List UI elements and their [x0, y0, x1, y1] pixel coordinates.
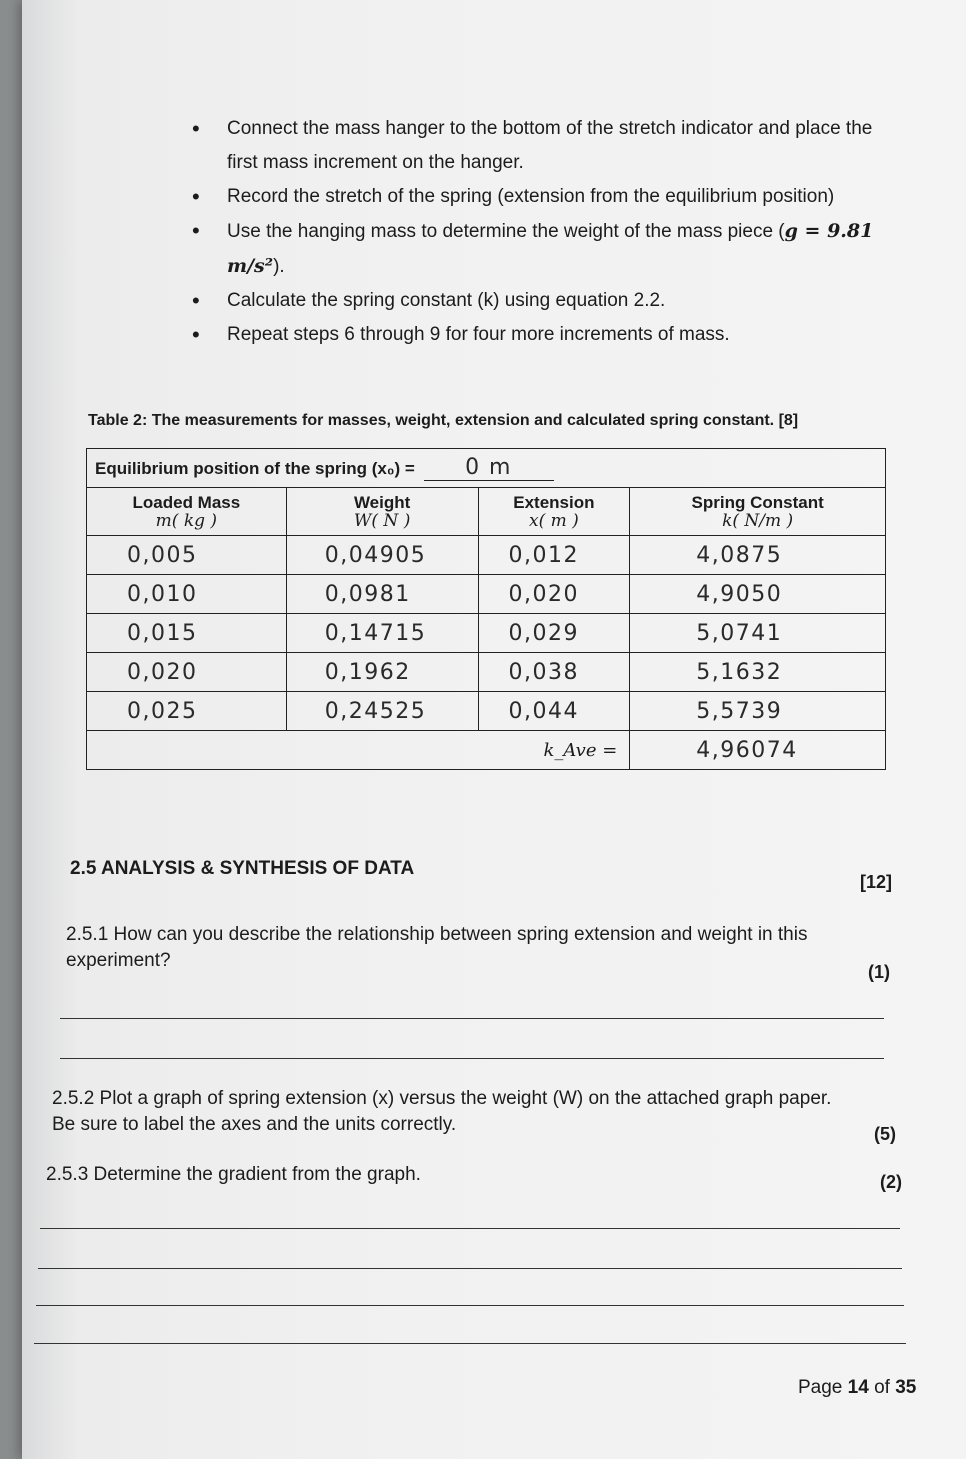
table-row: [87, 692, 886, 731]
question-2-5-2: 2.5.2 Plot a graph of spring extension (x) versus the weight (W) on the attached graph paper. Be sure to label the axes and the units correctly.: [52, 1088, 832, 1135]
page-current: 14: [847, 1377, 869, 1398]
table-row: [87, 536, 886, 575]
instruction-item: [192, 112, 882, 180]
instruction-item: [192, 214, 882, 284]
weight-cell: 0,24525: [286, 692, 478, 731]
column-unit: W( N ): [353, 510, 411, 531]
column-header-mass: [87, 488, 287, 536]
instruction-text: Repeat steps 6 through 9 for four more increments of mass.: [227, 324, 730, 345]
answer-line: [38, 1268, 902, 1269]
extension-cell: 0,012: [478, 536, 630, 575]
answer-line: [36, 1305, 904, 1306]
column-name: Weight: [353, 492, 411, 512]
instruction-item: [192, 180, 882, 214]
column-unit: m( kg ): [155, 510, 218, 531]
equilibrium-row: [87, 449, 886, 488]
spring-constant-cell: 5,1632: [630, 653, 886, 692]
column-unit: x( m ): [529, 510, 579, 531]
instruction-item: [192, 284, 882, 318]
instruction-text: Calculate the spring constant (k) using equation 2.2.: [227, 290, 666, 311]
equilibrium-value: 0 m: [424, 455, 554, 481]
answer-line: [40, 1228, 900, 1229]
answer-line: [60, 1018, 884, 1019]
page-number: [798, 1377, 916, 1399]
extension-cell: 0,020: [478, 575, 630, 614]
answer-line: [34, 1343, 906, 1344]
mass-cell: 0,025: [87, 692, 287, 731]
mass-cell: 0,010: [87, 575, 287, 614]
extension-cell: 0,044: [478, 692, 630, 731]
column-unit: k( N/m ): [722, 510, 794, 531]
question-2-5-3: 2.5.3 Determine the gradient from the graph.: [46, 1164, 421, 1185]
column-name: Spring Constant: [691, 492, 824, 512]
instruction-text-end: ).: [273, 256, 285, 277]
spring-constant-cell: 4,9050: [630, 575, 886, 614]
page-prefix: Page: [798, 1377, 843, 1398]
equilibrium-label: Equilibrium position of the spring (x₀) =: [95, 459, 415, 478]
instruction-text: Record the stretch of the spring (extension from the equilibrium position): [227, 186, 835, 207]
spring-constant-cell: 5,5739: [630, 692, 886, 731]
instruction-text: Connect the mass hanger to the bottom of the stretch indicator and place the first mass increment on the hanger.: [227, 118, 873, 173]
section-marks: [12]: [860, 872, 893, 892]
column-header-extension: [478, 488, 630, 536]
question-2-5-1: 2.5.1 How can you describe the relationship between spring extension and weight in this experiment?: [66, 924, 808, 971]
k-average-label: k_Ave =: [87, 731, 630, 770]
page-of: of: [874, 1377, 890, 1398]
spring-constant-cell: 4,0875: [630, 536, 886, 575]
page-total: 35: [895, 1377, 917, 1398]
instruction-list: [192, 112, 882, 352]
question-marks: (1): [868, 962, 890, 982]
weight-cell: 0,04905: [286, 536, 478, 575]
weight-cell: 0,1962: [286, 653, 478, 692]
column-name: Extension: [513, 492, 595, 512]
document-page: [22, 0, 966, 1459]
instruction-item: [192, 318, 882, 352]
column-name: Loaded Mass: [132, 492, 241, 512]
gravity-formula: g = 9.81 m/s²: [227, 220, 874, 277]
section-title: 2.5 ANALYSIS & SYNTHESIS OF DATA: [70, 858, 415, 879]
column-header-weight: [286, 488, 478, 536]
weight-cell: 0,0981: [286, 575, 478, 614]
extension-cell: 0,038: [478, 653, 630, 692]
question-marks: (2): [880, 1172, 902, 1192]
measurements-table: [86, 448, 886, 770]
table-row: [87, 575, 886, 614]
table-caption: Table 2: The measurements for masses, weight, extension and calculated spring constant. [8]: [88, 412, 799, 429]
average-row: [87, 731, 886, 770]
mass-cell: 0,005: [87, 536, 287, 575]
instruction-text: Use the hanging mass to determine the weight of the mass piece (: [227, 221, 785, 242]
table-row: [87, 614, 886, 653]
spring-constant-cell: 5,0741: [630, 614, 886, 653]
weight-cell: 0,14715: [286, 614, 478, 653]
mass-cell: 0,015: [87, 614, 287, 653]
extension-cell: 0,029: [478, 614, 630, 653]
k-average-value: 4,96074: [630, 731, 886, 770]
question-marks: (5): [874, 1124, 896, 1144]
answer-line: [60, 1058, 884, 1059]
mass-cell: 0,020: [87, 653, 287, 692]
column-header-spring-constant: [630, 488, 886, 536]
table-row: [87, 653, 886, 692]
